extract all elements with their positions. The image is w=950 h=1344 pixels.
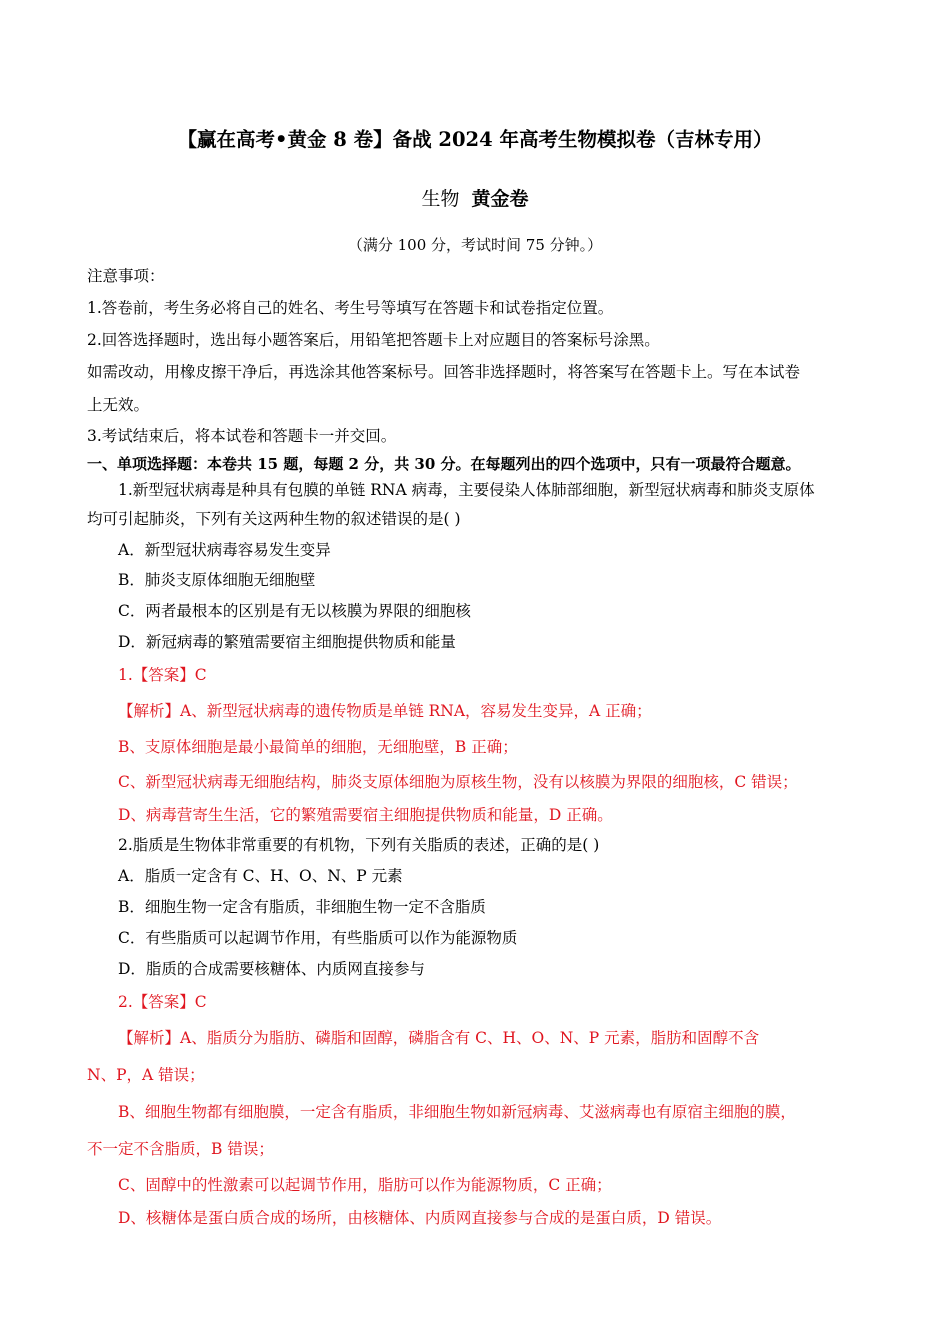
question-2-answer: 2.【答案】C — [118, 993, 207, 1011]
question-1-option-a: A．新型冠状病毒容易发生变异 — [118, 541, 331, 559]
question-1-answer: 1.【答案】C — [118, 666, 207, 684]
question-1-explanation-c: C、新型冠状病毒无细胞结构，肺炎支原体细胞为原核生物，没有以核膜为界限的细胞核，C 错误； — [118, 773, 798, 791]
notice-item-2: 2.回答选择题时，选出每小题答案后，用铅笔把答题卡上对应题目的答案标号涂黑。 — [87, 331, 660, 349]
notice-heading: 注意事项： — [87, 267, 165, 285]
paper-name: 黄金卷 — [471, 188, 529, 210]
question-1-option-d: D．新冠病毒的繁殖需要宿主细胞提供物质和能量 — [118, 633, 456, 651]
notice-item-2-cont: 如需改动，用橡皮擦干净后，再选涂其他答案标号。回答非选择题时，将答案写在答题卡上。写在本试卷 — [87, 363, 801, 381]
section-heading: 一、单项选择题：本卷共 15 题，每题 2 分，共 30 分。在每题列出的四个选项中，只有一项最符合题意。 — [87, 455, 801, 473]
question-2-explanation-c: C、固醇中的性激素可以起调节作用，脂肪可以作为能源物质，C 正确； — [118, 1176, 612, 1194]
question-1-explanation-b: B、支原体细胞是最小最简单的细胞，无细胞壁，B 正确； — [118, 738, 518, 756]
question-2-explanation-d: D、核糖体是蛋白质合成的场所，由核糖体、内质网直接参与合成的是蛋白质，D 错误。 — [118, 1209, 722, 1227]
subject-label: 生物 — [421, 188, 460, 210]
question-1-stem: 1.新型冠状病毒是种具有包膜的单链 RNA 病毒，主要侵染人体肺部细胞，新型冠状病毒和肺炎支原体 — [118, 481, 815, 499]
question-1-stem-cont: 均可引起肺炎，下列有关这两种生物的叙述错误的是( ) — [87, 510, 461, 528]
notice-item-3: 3.考试结束后，将本试卷和答题卡一并交回。 — [87, 427, 397, 445]
question-2-option-a: A．脂质一定含有 C、H、O、N、P 元素 — [118, 867, 403, 885]
question-1-option-b: B．肺炎支原体细胞无细胞壁 — [118, 571, 316, 589]
question-2-explanation-a-cont: N、P，A 错误； — [87, 1066, 205, 1084]
question-1-explanation-d: D、病毒营寄生生活，它的繁殖需要宿主细胞提供物质和能量，D 正确。 — [118, 806, 613, 824]
question-2-option-d: D．脂质的合成需要核糖体、内质网直接参与 — [118, 960, 425, 978]
page-title: 【赢在高考•黄金 8 卷】备战 2024 年高考生物模拟卷（吉林专用） — [177, 128, 773, 151]
question-2-option-b: B．细胞生物一定含有脂质，非细胞生物一定不含脂质 — [118, 898, 486, 916]
question-1-option-c: C．两者最根本的区别是有无以核膜为界限的细胞核 — [118, 602, 471, 620]
exam-info: （满分 100 分，考试时间 75 分钟。） — [347, 236, 603, 254]
question-2-stem: 2.脂质是生物体非常重要的有机物，下列有关脂质的表述，正确的是( ) — [118, 836, 600, 854]
question-2-explanation-b: B、细胞生物都有细胞膜，一定含有脂质，非细胞生物如新冠病毒、艾滋病毒也有原宿主细胞的膜， — [118, 1103, 796, 1121]
question-2-option-c: C．有些脂质可以起调节作用，有些脂质可以作为能源物质 — [118, 929, 518, 947]
notice-item-1: 1.答卷前，考生务必将自己的姓名、考生号等填写在答题卡和试卷指定位置。 — [87, 299, 614, 317]
question-2-explanation-b-cont: 不一定不含脂质，B 错误； — [87, 1140, 274, 1158]
notice-item-2-cont-end: 上无效。 — [87, 396, 150, 414]
question-2-explanation-a: 【解析】A、脂质分为脂肪、磷脂和固醇，磷脂含有 C、H、O、N、P 元素，脂肪和固醇不含 — [118, 1029, 760, 1047]
paper-subtitle — [0, 186, 950, 212]
question-1-explanation-a: 【解析】A、新型冠状病毒的遗传物质是单链 RNA，容易发生变异，A 正确； — [118, 702, 652, 720]
